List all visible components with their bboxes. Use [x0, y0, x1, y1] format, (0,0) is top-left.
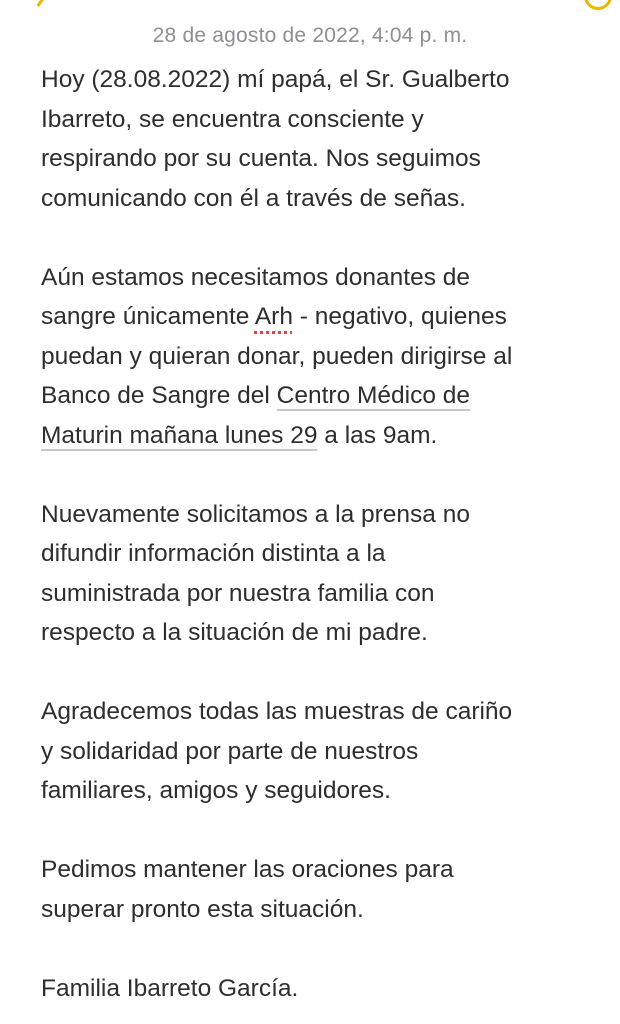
paragraph-donors — [41, 258, 601, 456]
text-segment: sangre únicamente — [41, 303, 255, 330]
text-line: Pedimos mantener las oraciones para — [41, 856, 454, 883]
text-line: respecto a la situación de mi padre. — [41, 619, 428, 646]
text-line — [41, 376, 601, 416]
misspelled-word[interactable]: Arh — [254, 303, 293, 330]
detected-data-link[interactable]: Maturin mañana lunes 29 — [41, 421, 318, 449]
paragraph-prayers — [41, 850, 601, 929]
paragraph-status — [41, 60, 601, 218]
text-line: respirando por su cuenta. Nos seguimos — [41, 145, 481, 172]
signature-line: Familia Ibarreto García. — [41, 974, 299, 1002]
text-line: y solidaridad por parte de nuestros — [41, 737, 419, 765]
text-line: difundir información distinta a la — [41, 540, 386, 567]
top-toolbar — [0, 0, 620, 8]
text-line: Nuevamente solicitamos a la prensa no — [41, 500, 470, 528]
text-line: Hoy (28.08.2022) mí papá, el Sr. Gualberto — [41, 66, 510, 93]
text-segment: - negativo, quienes — [292, 303, 507, 330]
text-line: puedan y quieran donar, pueden dirigirse al — [41, 342, 513, 370]
text-line — [41, 416, 601, 456]
text-segment: Banco de Sangre del — [41, 382, 277, 409]
paragraph-signature — [41, 969, 601, 1009]
text-line: Ibarreto, se encuentra consciente y — [41, 105, 424, 133]
text-line — [41, 297, 601, 337]
back-chevron-icon[interactable] — [28, 0, 44, 7]
text-line: Agradecemos todas las muestras de cariño — [41, 698, 513, 725]
text-line: suministrada por nuestra familia con — [41, 579, 435, 607]
text-line: comunicando con él a través de señas. — [41, 184, 466, 212]
text-line: Aún estamos necesitamos donantes de — [41, 263, 471, 291]
text-line: familiares, amigos y seguidores. — [41, 777, 391, 804]
more-options-icon[interactable] — [584, 0, 612, 10]
paragraph-press — [41, 495, 601, 653]
text-segment: a las 9am. — [317, 421, 438, 449]
text-line: superar pronto esta situación. — [41, 895, 364, 923]
note-body[interactable] — [41, 60, 601, 1024]
detected-data-link[interactable]: Centro Médico de — [276, 382, 471, 409]
note-timestamp: 28 de agosto de 2022, 4:04 p. m. — [152, 24, 468, 47]
paragraph-thanks — [41, 692, 601, 811]
